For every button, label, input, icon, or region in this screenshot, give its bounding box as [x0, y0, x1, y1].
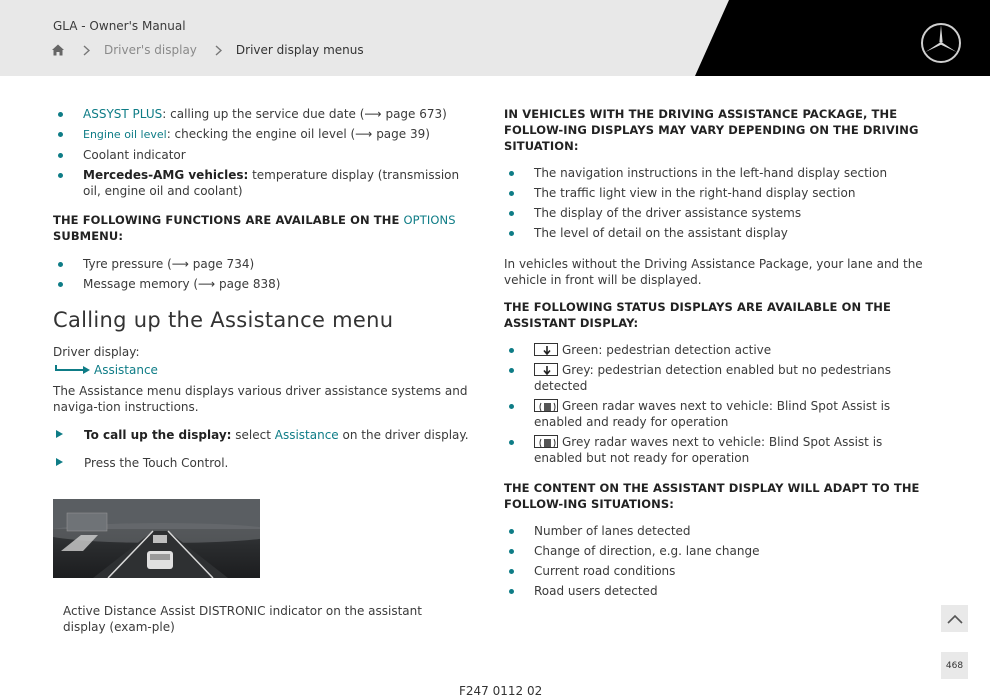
- assistance-intro: The Assistance menu displays various driver assistance systems and naviga-tion instructions.: [53, 384, 468, 414]
- without-package-paragraph: In vehicles without the Driving Assistance Package, your lane and the vehicle in front will be displayed.: [504, 257, 923, 287]
- assyst-plus-link[interactable]: ASSYST PLUS: [83, 107, 163, 121]
- home-icon[interactable]: [51, 43, 65, 57]
- right-column: [504, 100, 924, 603]
- list-item-text: Coolant indicator: [83, 148, 186, 162]
- list-item-text: Green radar waves next to vehicle: Blind Spot Assist is enabled and ready for operation: [534, 399, 891, 429]
- image-code: F247 0112 02: [459, 684, 543, 698]
- list-item-text: : calling up the service due date (⟶ page 673): [162, 107, 447, 121]
- list-item-text: Change of direction, e.g. lane change: [534, 544, 760, 558]
- list-item: [504, 583, 924, 599]
- situations-list: [504, 523, 924, 599]
- list-item-text: The level of detail on the assistant display: [534, 226, 788, 240]
- image-caption: Active Distance Assist DISTRONIC indicator on the assistant display (exam-ple): [63, 604, 422, 634]
- list-item: [504, 434, 924, 466]
- variable-displays-list: [504, 165, 924, 241]
- road-scene-illustration: [53, 499, 260, 578]
- engine-oil-level-link[interactable]: Engine oil level: [83, 128, 167, 141]
- list-item-bold: Mercedes-AMG vehicles:: [83, 168, 249, 182]
- list-item-text: Grey: pedestrian detection enabled but no pedestrians detected: [534, 363, 891, 393]
- list-item: [504, 205, 924, 221]
- header-black-shape: [0, 0, 990, 76]
- breadcrumb-current: Driver display menus: [235, 43, 364, 57]
- list-item: [504, 342, 924, 358]
- menu-path: [53, 363, 473, 377]
- list-item-text: Tyre pressure (⟶ page 734): [83, 257, 255, 271]
- list-item: [504, 362, 924, 394]
- driving-assistance-heading: IN VEHICLES WITH THE DRIVING ASSISTANCE PACKAGE, THE FOLLOW-ING DISPLAYS MAY VARY DEPENDING ON THE DRIVING SITUATION:: [504, 107, 919, 153]
- step-text: on the driver display.: [338, 428, 469, 442]
- scroll-to-top-button[interactable]: [941, 605, 968, 632]
- driver-display-label: Driver display:: [53, 345, 140, 359]
- list-item: [504, 185, 924, 201]
- adaptive-content-heading: THE CONTENT ON THE ASSISTANT DISPLAY WILL ADAPT TO THE FOLLOW-ING SITUATIONS:: [504, 481, 920, 511]
- radar-waves-icon: [534, 399, 558, 412]
- heading-text: THE FOLLOWING FUNCTIONS ARE AVAILABLE ON THE: [53, 213, 404, 227]
- list-item-text: Green: pedestrian detection active: [562, 343, 772, 357]
- step-text: Press the Touch Control.: [84, 456, 229, 470]
- step-item: [53, 427, 473, 443]
- radar-waves-icon: [534, 435, 558, 448]
- list-item-text: The display of the driver assistance systems: [534, 206, 802, 220]
- options-list: [53, 256, 473, 292]
- heading-text: SUBMENU:: [53, 229, 124, 243]
- list-item: [53, 276, 473, 292]
- assistance-menu-link[interactable]: Assistance: [94, 363, 158, 377]
- list-item: [504, 398, 924, 430]
- step-arrow-icon: [56, 430, 63, 438]
- list-item-text: Number of lanes detected: [534, 524, 691, 538]
- assistance-link[interactable]: Assistance: [274, 428, 339, 442]
- list-item-text: temperature display (transmission oil, engine oil and coolant): [83, 168, 460, 198]
- functions-list: [53, 106, 473, 199]
- breadcrumb: [51, 42, 364, 58]
- menu-path-arrow-icon: [53, 363, 91, 377]
- list-item-text: Road users detected: [534, 584, 658, 598]
- mercedes-star-logo: [920, 22, 962, 64]
- chevron-right-icon: [215, 45, 222, 56]
- assistant-display-image: [53, 499, 260, 578]
- breadcrumb-link-drivers-display[interactable]: Driver's display: [104, 43, 197, 57]
- status-displays-heading: THE FOLLOWING STATUS DISPLAYS ARE AVAILABLE ON THE ASSISTANT DISPLAY:: [504, 300, 891, 330]
- status-displays-list: [504, 342, 924, 466]
- list-item-text: Message memory (⟶ page 838): [83, 277, 281, 291]
- pedestrian-icon: [534, 343, 558, 356]
- list-item: [504, 543, 924, 559]
- list-item: [504, 165, 924, 181]
- step-text: select: [231, 428, 275, 442]
- list-item-text: : checking the engine oil level (⟶ page 39): [166, 127, 430, 141]
- options-link[interactable]: OPTIONS: [403, 213, 456, 227]
- list-item-text: Grey radar waves next to vehicle: Blind Spot Assist is enabled but not ready for operation: [534, 435, 883, 465]
- step-arrow-icon: [56, 458, 63, 466]
- chevron-right-icon: [83, 45, 90, 56]
- list-item-text: Current road conditions: [534, 564, 676, 578]
- list-item: [53, 106, 473, 122]
- left-column: [53, 100, 473, 471]
- list-item: [53, 126, 473, 143]
- pedestrian-icon: [534, 363, 558, 376]
- list-item: [504, 523, 924, 539]
- step-bold: To call up the display:: [84, 428, 232, 442]
- options-heading: [53, 212, 473, 244]
- chevron-up-icon: [947, 614, 963, 624]
- list-item: [504, 225, 924, 241]
- list-item: [504, 563, 924, 579]
- list-item: [53, 147, 473, 163]
- list-item: [53, 256, 473, 272]
- section-title: Calling up the Assistance menu: [53, 308, 394, 332]
- page-number-badge[interactable]: 468: [941, 652, 968, 679]
- step-item: [53, 455, 473, 471]
- manual-title: GLA - Owner's Manual: [53, 19, 186, 33]
- list-item-text: The traffic light view in the right-hand display section: [534, 186, 856, 200]
- list-item-text: The navigation instructions in the left-hand display section: [534, 166, 888, 180]
- list-item: [53, 167, 473, 199]
